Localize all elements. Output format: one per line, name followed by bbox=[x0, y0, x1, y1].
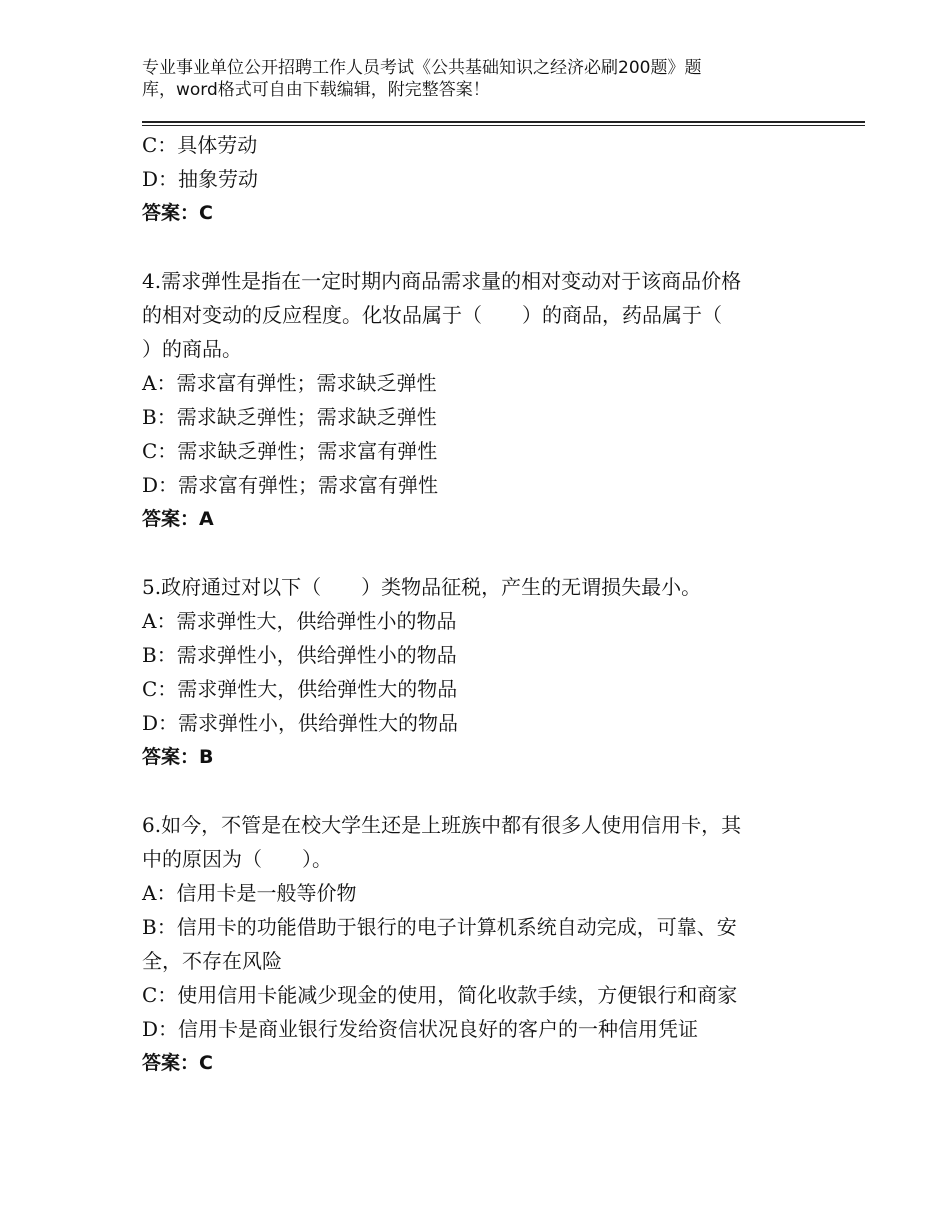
option-b-continued: 全，不存在风险 bbox=[142, 949, 282, 973]
option-b: B：需求弹性小，供给弹性小的物品 bbox=[142, 643, 457, 667]
answer-line: 答案：A bbox=[142, 508, 214, 530]
header-title-line-1: 专业事业单位公开招聘工作人员考试《公共基础知识之经济必刷200题》题 bbox=[142, 58, 702, 78]
option-c: C：需求弹性大，供给弹性大的物品 bbox=[142, 677, 458, 701]
question-6 bbox=[142, 808, 842, 1080]
header-divider-thin bbox=[142, 125, 865, 126]
option-d: D：需求弹性小，供给弹性大的物品 bbox=[142, 711, 459, 735]
option-b: B：需求缺乏弹性；需求缺乏弹性 bbox=[142, 405, 437, 429]
question-stem: 6.如今，不管是在校大学生还是上班族中都有很多人使用信用卡，其 bbox=[142, 813, 742, 837]
option-a: A：信用卡是一般等价物 bbox=[142, 881, 357, 905]
option-a: A：需求弹性大，供给弹性小的物品 bbox=[142, 609, 457, 633]
page-header bbox=[142, 57, 782, 101]
answer-line: 答案：C bbox=[142, 202, 213, 224]
option-a: A：需求富有弹性；需求缺乏弹性 bbox=[142, 371, 437, 395]
question-stem: 4.需求弹性是指在一定时期内商品需求量的相对变动对于该商品价格 bbox=[142, 269, 742, 293]
header-title-line-2: 库，word格式可自由下载编辑，附完整答案！ bbox=[142, 80, 490, 100]
question-stem: ）的商品。 bbox=[142, 337, 242, 361]
question-4 bbox=[142, 264, 842, 536]
spacer bbox=[142, 536, 842, 570]
option-c: C：需求缺乏弹性；需求富有弹性 bbox=[142, 439, 438, 463]
question-stem: 5.政府通过对以下（ ）类物品征税，产生的无谓损失最小。 bbox=[142, 575, 702, 599]
option-c: C：具体劳动 bbox=[142, 133, 258, 157]
header-divider-thick bbox=[142, 121, 865, 123]
answer-line: 答案：C bbox=[142, 1052, 213, 1074]
question-5 bbox=[142, 570, 842, 774]
answer-line: 答案：B bbox=[142, 746, 214, 768]
spacer bbox=[142, 774, 842, 808]
option-d: D：需求富有弹性；需求富有弹性 bbox=[142, 473, 439, 497]
spacer bbox=[142, 230, 842, 264]
option-c: C：使用信用卡能减少现金的使用，简化收款手续，方便银行和商家 bbox=[142, 983, 738, 1007]
question-stem: 的相对变动的反应程度。化妆品属于（ ）的商品，药品属于（ bbox=[142, 303, 722, 327]
question-stem: 中的原因为（ ）。 bbox=[142, 847, 332, 871]
option-d: D：抽象劳动 bbox=[142, 167, 259, 191]
question-list bbox=[142, 128, 842, 1080]
option-d: D：信用卡是商业银行发给资信状况良好的客户的一种信用凭证 bbox=[142, 1017, 699, 1041]
question-3-tail bbox=[142, 128, 842, 230]
option-b: B：信用卡的功能借助于银行的电子计算机系统自动完成，可靠、安 bbox=[142, 915, 737, 939]
